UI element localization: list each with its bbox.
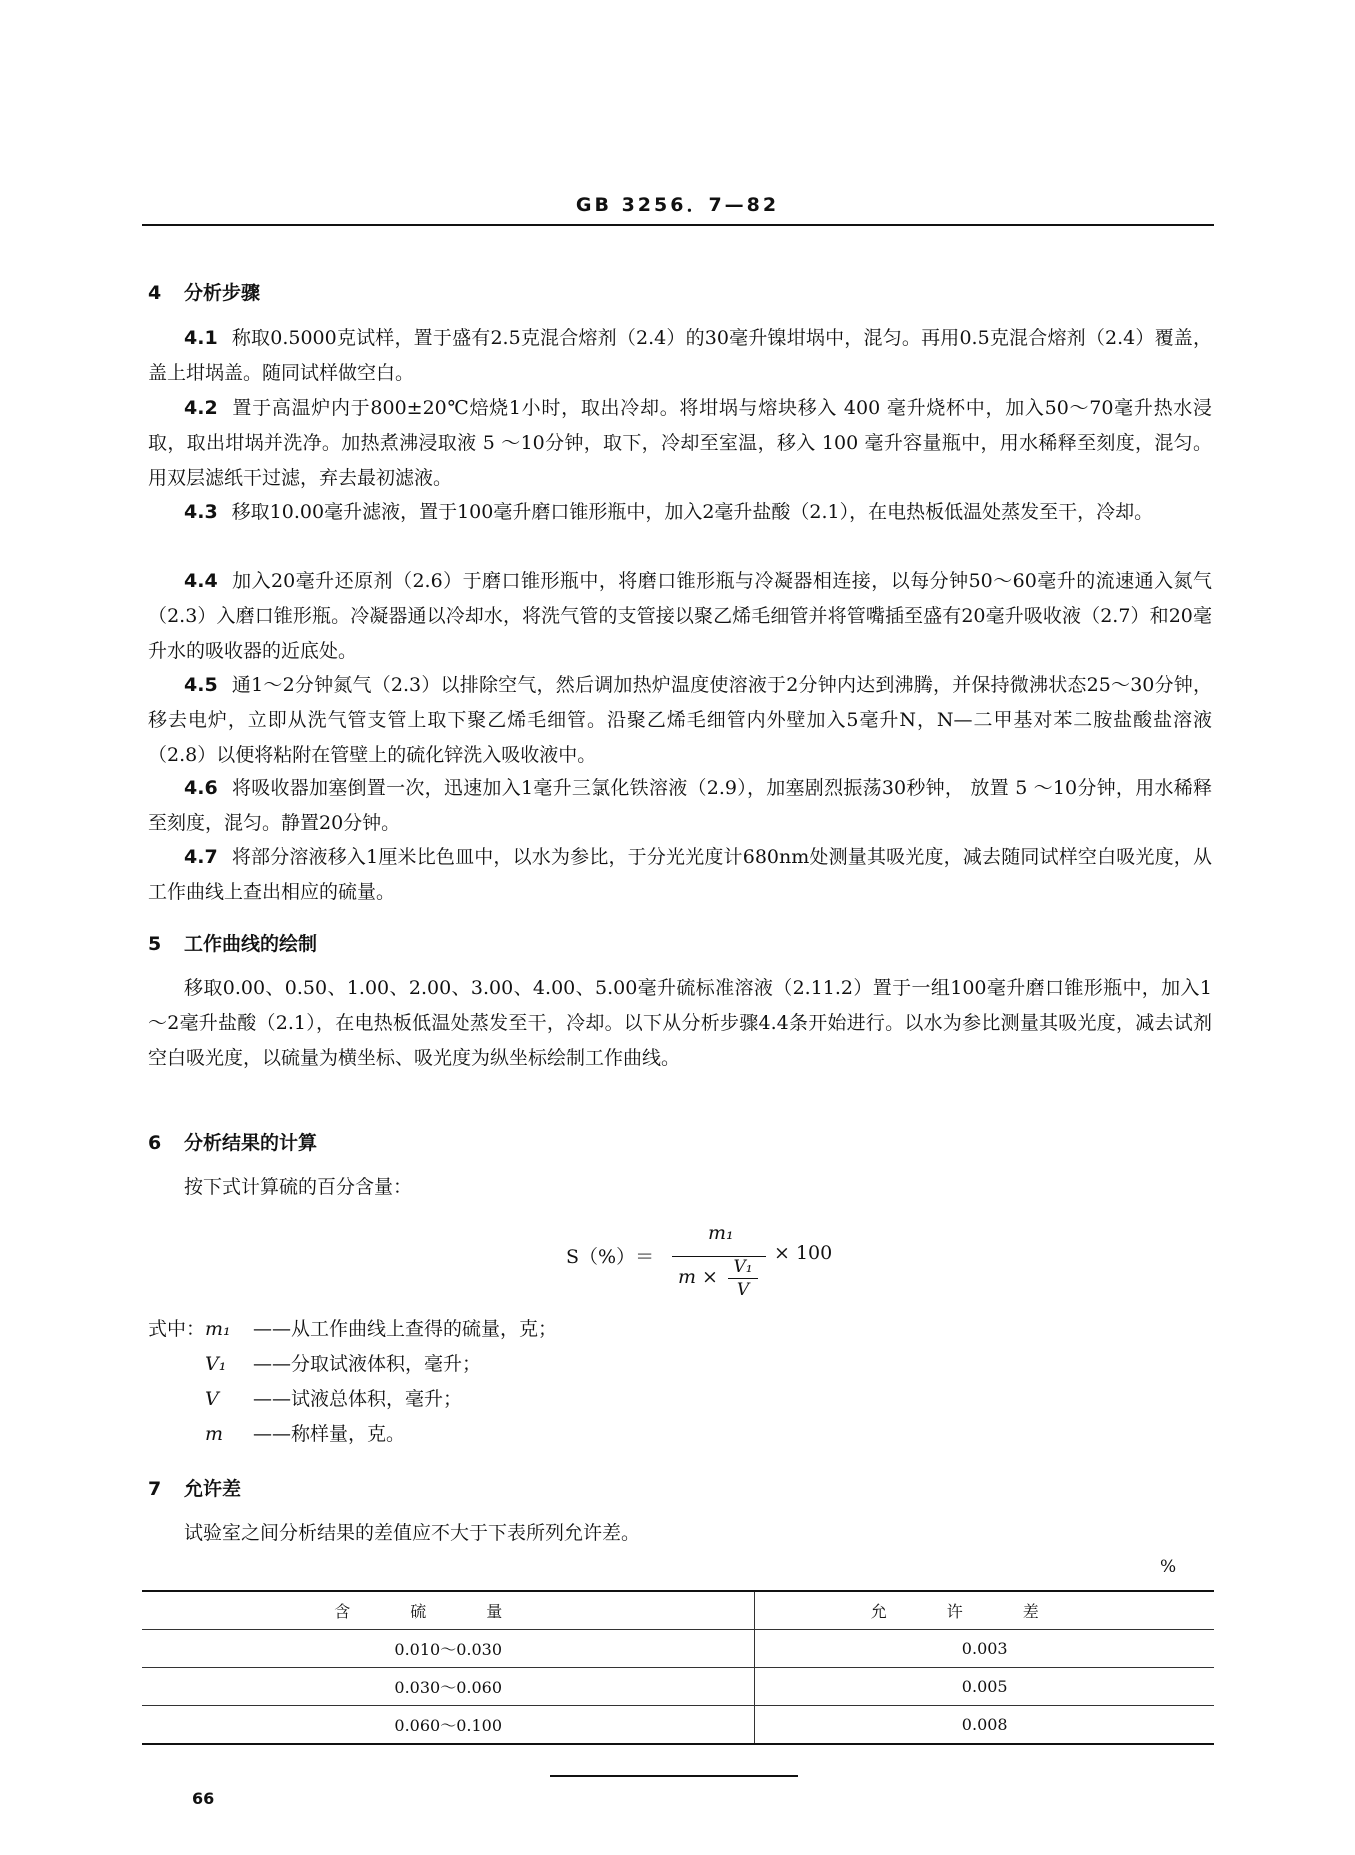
table-row <box>142 1705 1214 1743</box>
section-number: 5 <box>148 933 162 955</box>
table-cell: 0.060～0.100 <box>142 1706 755 1743</box>
step-text: 将吸收器加塞倒置一次，迅速加入1毫升三氯化铁溶液（2.9），加塞剧烈振荡30秒钟， 放置 5 ～10分钟，用水稀释至刻度，混匀。静置20分钟。 <box>148 777 1212 834</box>
section-title: 分析结果的计算 <box>184 1132 318 1154</box>
step-text: 移取10.00毫升滤液，置于100毫升磨口锥形瓶中，加入2毫升盐酸（2.1），在电热板低温处蒸发至干，冷却。 <box>231 501 1154 523</box>
table-header-row <box>142 1592 1214 1629</box>
section-6-heading <box>148 1128 317 1155</box>
formula-inner-fraction <box>728 1256 758 1301</box>
tolerance-table <box>142 1590 1214 1745</box>
step-number: 4.1 <box>184 327 218 349</box>
section-7-heading <box>148 1474 241 1501</box>
table-cell: 0.010～0.030 <box>142 1630 755 1667</box>
table-cell: 0.030～0.060 <box>142 1668 755 1705</box>
footer-rule <box>550 1775 798 1777</box>
step-text: 将部分溶液移入1厘米比色皿中，以水为参比，于分光光度计680nm处测量其吸光度，减去随同试样空白吸光度，从工作曲线上查出相应的硫量。 <box>148 846 1212 903</box>
variable-row <box>205 1349 481 1376</box>
section-title: 工作曲线的绘制 <box>184 933 318 955</box>
table-bottom-rule <box>142 1743 1214 1745</box>
variable-row <box>205 1384 462 1411</box>
table-intro: 试验室之间分析结果的差值应不大于下表所列允许差。 <box>184 1522 641 1544</box>
step-4-3 <box>148 495 1212 530</box>
step-4-1 <box>148 321 1212 391</box>
formula-denominator-m: m × <box>678 1266 718 1288</box>
formula <box>560 1212 860 1322</box>
step-number: 4.3 <box>184 501 218 523</box>
page-number: 66 <box>192 1789 215 1808</box>
variable-symbol: V <box>205 1388 219 1410</box>
table-cell: 0.005 <box>961 1677 1008 1696</box>
variable-desc: ——分取试液体积，毫升； <box>253 1353 482 1375</box>
inner-fraction-top: V₁ <box>728 1256 758 1279</box>
section-number: 7 <box>148 1478 162 1500</box>
variable-row <box>148 1314 557 1341</box>
variable-desc: ——试液总体积，毫升； <box>253 1388 463 1410</box>
section-4-heading <box>148 278 260 305</box>
formula-lhs: S（%）＝ <box>566 1246 655 1268</box>
section-5-text: 移取0.00、0.50、1.00、2.00、3.00、4.00、5.00毫升硫标准溶液（2.11.2）置于一组100毫升磨口锥形瓶中，加入1～2毫升盐酸（2.1），在电热板低温处蒸发至干，冷却。以下从分析步骤4.4条开始进行。以水为参比测量其吸光度，减去试剂空白吸光度，以硫量为横坐标、吸光度为纵坐标绘制工作曲线。 <box>148 977 1212 1069</box>
step-4-4 <box>148 564 1212 669</box>
step-4-5 <box>148 668 1212 773</box>
where-label: 式中： <box>148 1318 206 1340</box>
step-4-7 <box>148 840 1212 910</box>
section-title: 允许差 <box>184 1478 242 1500</box>
step-number: 4.5 <box>184 674 218 696</box>
section-number: 6 <box>148 1132 162 1154</box>
inner-fraction-bottom: V <box>736 1280 750 1300</box>
table-row <box>142 1667 1214 1705</box>
step-number: 4.2 <box>184 397 218 419</box>
variable-symbol: m₁ <box>205 1318 231 1340</box>
variable-row <box>205 1419 405 1446</box>
section-5-heading <box>148 929 317 956</box>
table-cell: 0.008 <box>961 1715 1008 1734</box>
formula-numerator: m₁ <box>708 1222 734 1244</box>
variable-desc: ——称样量，克。 <box>253 1423 406 1445</box>
table-cell: 0.003 <box>961 1639 1008 1658</box>
section-title: 分析步骤 <box>184 282 261 304</box>
formula-intro: 按下式计算硫的百分含量： <box>184 1176 413 1198</box>
step-number: 4.4 <box>184 570 218 592</box>
step-text: 加入20毫升还原剂（2.6）于磨口锥形瓶中，将磨口锥形瓶与冷凝器相连接，以每分钟50～60毫升的流速通入氮气（2.3）入磨口锥形瓶。冷凝器通以冷却水，将洗气管的支管接以聚乙烯毛细管并将管嘴插至盛有20毫升吸收液（2.7）和20毫升水的吸收器的近底处。 <box>148 570 1212 662</box>
section-number: 4 <box>148 282 162 304</box>
step-text: 置于高温炉内于800±20℃焙烧1小时，取出冷却。将坩埚与熔块移入 400 毫升烧杯中，加入50～70毫升热水浸取，取出坩埚并洗净。加热煮沸浸取液 5 ～10分钟，取下，冷却至室温，移入 100 毫升容量瓶中，用水稀释至刻度，混匀。用双层滤纸干过滤，弃去最初滤液。 <box>148 397 1212 489</box>
variable-desc: ——从工作曲线上查得的硫量，克； <box>253 1318 558 1340</box>
table-row <box>142 1629 1214 1667</box>
standard-number: GB 3256．7—82 <box>575 194 780 216</box>
header-rule <box>142 224 1214 226</box>
variable-symbol: m <box>205 1423 224 1445</box>
step-4-6 <box>148 771 1212 841</box>
step-text: 称取0.5000克试样，置于盛有2.5克混合熔剂（2.4）的30毫升镍坩埚中，混匀。再用0.5克混合熔剂（2.4）覆盖，盖上坩埚盖。随同试样做空白。 <box>148 327 1212 384</box>
step-text: 通1～2分钟氮气（2.3）以排除空气，然后调加热炉温度使溶液于2分钟内达到沸腾，并保持微沸状态25～30分钟，移去电炉，立即从洗气管支管上取下聚乙烯毛细管。沿聚乙烯毛细管内外壁加入5毫升N，N—二甲基对苯二胺盐酸盐溶液（2.8）以便将粘附在管壁上的硫化锌洗入吸收液中。 <box>148 674 1212 766</box>
table-unit: % <box>1160 1557 1177 1577</box>
step-4-2 <box>148 391 1212 496</box>
step-number: 4.7 <box>184 846 218 868</box>
header-sulfur-content: 含硫量 <box>142 1592 755 1629</box>
step-number: 4.6 <box>184 777 218 799</box>
variable-symbol: V₁ <box>205 1353 227 1375</box>
formula-rhs: × 100 <box>774 1242 833 1264</box>
header-tolerance: 允许差 <box>870 1602 1099 1621</box>
